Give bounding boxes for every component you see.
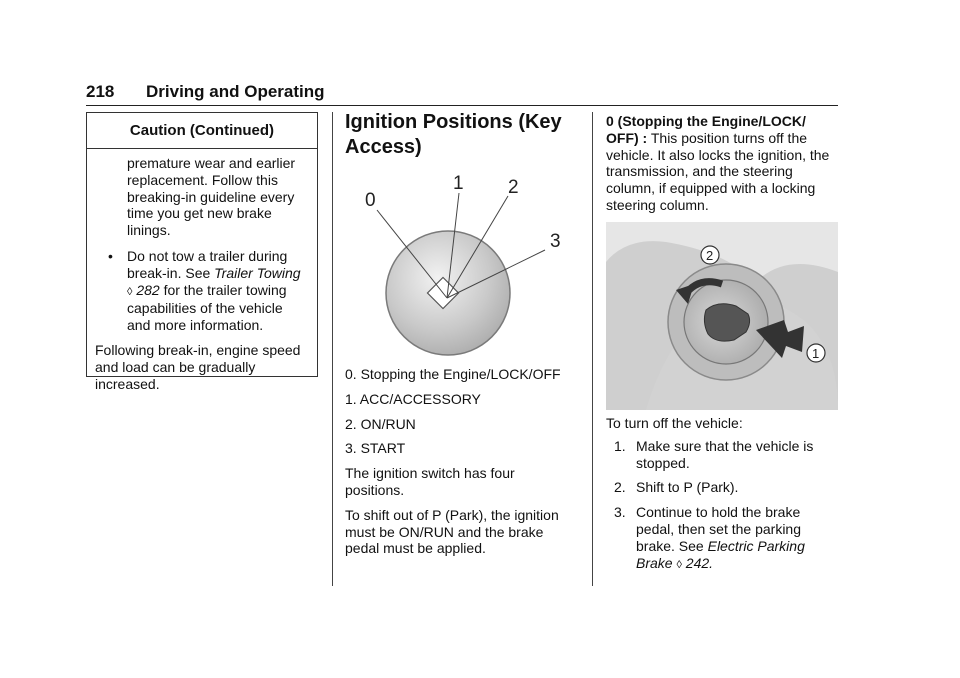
position-item-2: 2. ON/RUN bbox=[345, 415, 416, 432]
caution-paragraph: premature wear and earlier replacement. Follow this breaking-in guideline every time you get new brake linings. bbox=[127, 155, 296, 239]
caution-box bbox=[86, 112, 318, 392]
ignition-paragraph-1: The ignition switch has four positions. bbox=[345, 465, 515, 498]
bullet-dot-icon: • bbox=[108, 247, 113, 264]
stopping-engine-text bbox=[606, 113, 838, 214]
step-number: 2. bbox=[614, 479, 626, 496]
page-ref-icon: ◊ bbox=[676, 558, 682, 571]
step-number: 1. bbox=[614, 437, 626, 454]
ignition-photo-illustration bbox=[606, 222, 838, 410]
step-item bbox=[606, 438, 838, 472]
caution-tail: Following break-in, engine speed and load can be gradually increased. bbox=[95, 341, 301, 392]
step-text: Make sure that the vehicle is stopped. bbox=[636, 437, 814, 471]
column-divider-right bbox=[592, 112, 593, 586]
position-label-2: 2 bbox=[508, 177, 519, 198]
position-label-1: 1 bbox=[453, 173, 464, 194]
electric-parking-brake-link[interactable]: Electric Parking Brake bbox=[636, 537, 805, 571]
position-label-3: 3 bbox=[550, 231, 561, 252]
caution-title: Caution (Continued) bbox=[87, 113, 317, 149]
ignition-section-heading bbox=[345, 110, 577, 160]
position-item-3: 3. START bbox=[345, 440, 406, 457]
trailer-towing-page-link[interactable]: 282 bbox=[136, 281, 160, 298]
stopping-heading: 0 (Stopping the Engine/LOCK/ OFF) : bbox=[606, 113, 806, 146]
step-number: 3. bbox=[614, 504, 626, 521]
electric-parking-brake-page-link[interactable]: 242 bbox=[685, 554, 710, 571]
turn-off-intro: To turn off the vehicle: bbox=[606, 415, 743, 431]
step-end: . bbox=[709, 554, 714, 571]
step-item bbox=[606, 479, 838, 496]
turn-off-instructions bbox=[606, 415, 838, 581]
callout-2-label: 2 bbox=[706, 248, 714, 263]
section-title: Driving and Operating bbox=[146, 82, 325, 101]
bullet-text: Do not tow a trailer during break-in. See bbox=[127, 247, 288, 281]
page-header bbox=[86, 80, 838, 106]
trailer-towing-link[interactable]: Trailer Towing bbox=[214, 264, 301, 281]
ignition-title: Ignition Positions (Key Access) bbox=[345, 111, 562, 158]
step-text: Shift to P (Park). bbox=[636, 479, 739, 496]
stopping-description: This position turns off the vehicle. It also locks the ignition, the transmission, and the steering column, if equipped with a locking steering column. bbox=[606, 129, 830, 213]
ignition-paragraph-2: To shift out of P (Park), the ignition must be ON/RUN and the brake pedal must be applied. bbox=[345, 506, 559, 557]
ignition-positions-text bbox=[345, 366, 577, 565]
page-ref-icon: ◊ bbox=[127, 285, 133, 298]
caution-bullet bbox=[95, 248, 309, 334]
bullet-tail: for the trailer towing capabilities of the vehicle and more information. bbox=[127, 281, 287, 334]
position-label-0: 0 bbox=[365, 190, 376, 211]
column-divider-left bbox=[332, 112, 333, 586]
callout-1-label: 1 bbox=[812, 346, 820, 361]
steps-list bbox=[606, 438, 838, 574]
step-text: Continue to hold the brake pedal, then set the parking brake. See bbox=[636, 504, 802, 554]
page-number: 218 bbox=[86, 82, 115, 101]
position-item-0: 0. Stopping the Engine/LOCK/OFF bbox=[345, 366, 561, 382]
step-item bbox=[606, 504, 838, 573]
position-item-1: 1. ACC/ACCESSORY bbox=[345, 390, 481, 407]
ignition-key-diagram bbox=[345, 168, 577, 368]
